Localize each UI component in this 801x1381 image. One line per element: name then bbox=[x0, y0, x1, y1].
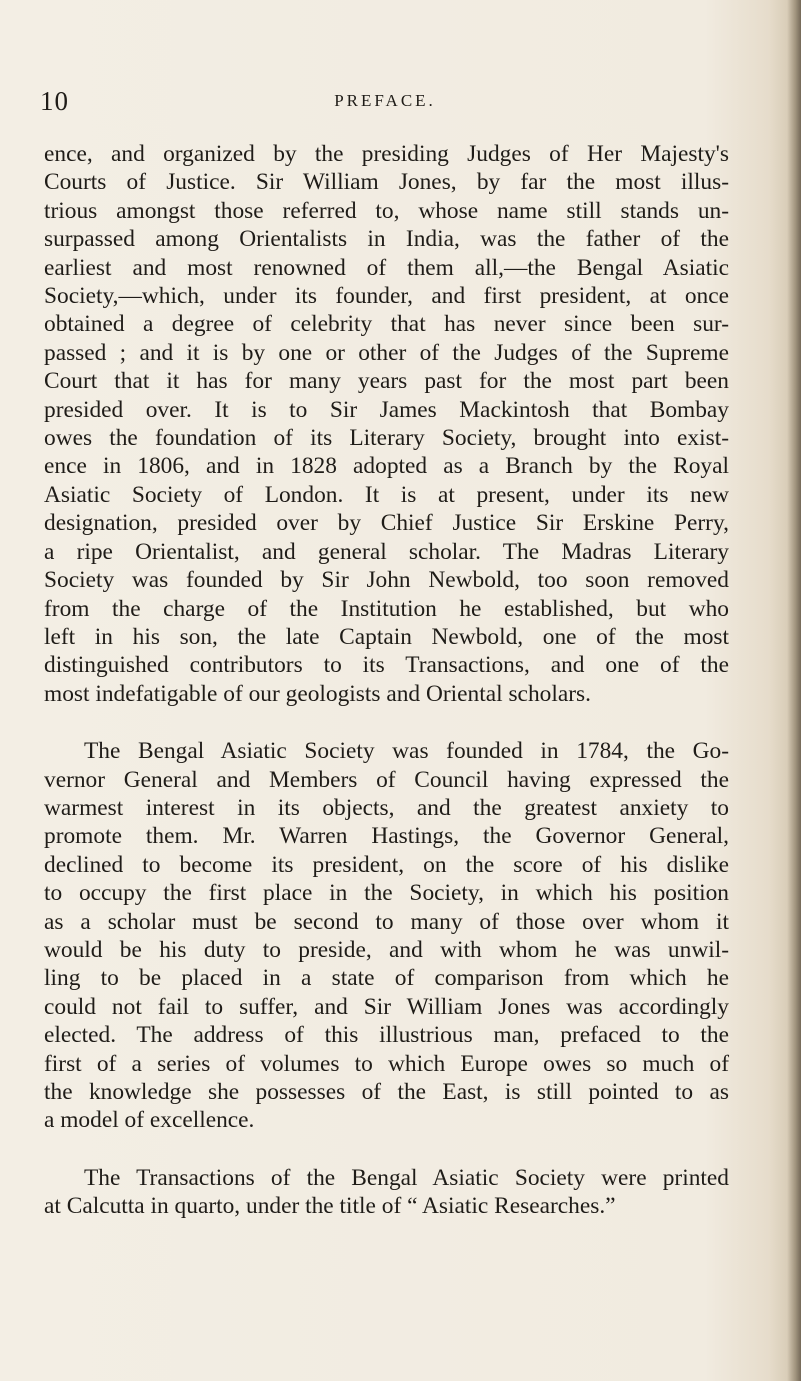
text-line: first of a series of volumes to which Europe owes so much of bbox=[44, 1050, 729, 1077]
text-line: the knowledge she possesses of the East, is still pointed to as bbox=[44, 1079, 729, 1105]
text-line: promote them. Mr. Warren Hastings, the Governor General, bbox=[44, 823, 729, 850]
text-line: a ripe Orientalist, and general scholar. The Madras Literary bbox=[44, 538, 729, 565]
text-line: Society was founded by Sir John Newbold, too soon removed bbox=[44, 567, 729, 594]
text-line: a model of excellence. bbox=[44, 1107, 255, 1134]
body-text bbox=[44, 140, 729, 1250]
text-line: at Calcutta in quarto, under the title of “ Asiatic Researches.” bbox=[44, 1193, 616, 1220]
text-line: ling to be placed in a state of comparison from which he bbox=[44, 965, 729, 992]
text-line: presided over. It is to Sir James Mackintosh that Bombay bbox=[44, 396, 729, 423]
text-line: ence, and organized by the presiding Judges of Her Majesty's bbox=[44, 141, 729, 167]
text-line: The Transactions of the Bengal Asiatic Society were printed bbox=[84, 1164, 729, 1191]
text-line: Society,—which, under its founder, and first president, at once bbox=[44, 283, 729, 310]
paragraph bbox=[44, 737, 729, 1135]
text-line: obtained a degree of celebrity that has never since been sur- bbox=[44, 311, 729, 338]
text-line: The Bengal Asiatic Society was founded in 1784, the Go- bbox=[84, 738, 729, 765]
text-line: owes the foundation of its Literary Society, brought into exist- bbox=[44, 425, 729, 452]
text-line: passed ; and it is by one or other of the Judges of the Supreme bbox=[44, 339, 729, 366]
text-line: designation, presided over by Chief Justice Sir Erskine Perry, bbox=[44, 510, 729, 537]
text-line: vernor General and Members of Council having expressed the bbox=[44, 766, 729, 793]
text-line: elected. The address of this illustrious man, prefaced to the bbox=[44, 1022, 729, 1049]
text-line: could not fail to suffer, and Sir William Jones was accordingly bbox=[44, 993, 729, 1020]
text-line: declined to become its president, on the score of his dislike bbox=[44, 851, 729, 878]
text-line: distinguished contributors to its Transactions, and one of the bbox=[44, 652, 729, 679]
page-edge-shadow bbox=[787, 0, 801, 1381]
text-line: would be his duty to preside, and with whom he was unwil- bbox=[44, 936, 729, 963]
text-line: earliest and most renowned of them all,—the Bengal Asiatic bbox=[44, 254, 729, 281]
text-line: left in his son, the late Captain Newbold, one of the most bbox=[44, 623, 729, 650]
text-line: warmest interest in its objects, and the greatest anxiety to bbox=[44, 794, 729, 821]
text-line: Courts of Justice. Sir William Jones, by far the most illus- bbox=[44, 169, 729, 196]
text-line: trious amongst those referred to, whose name still stands un- bbox=[44, 197, 729, 224]
text-line: to occupy the first place in the Society, in which his position bbox=[44, 880, 729, 907]
text-line: as a scholar must be second to many of those over whom it bbox=[44, 908, 729, 935]
page-number: 10 bbox=[40, 86, 69, 116]
text-line: surpassed among Orientalists in India, was the father of the bbox=[44, 226, 729, 253]
page-header bbox=[40, 86, 730, 116]
text-line: from the charge of the Institution he established, but who bbox=[44, 595, 729, 622]
paragraph bbox=[44, 140, 729, 708]
text-line: ence in 1806, and in 1828 adopted as a Branch by the Royal bbox=[44, 453, 729, 480]
running-head: PREFACE. bbox=[334, 91, 436, 110]
text-line: most indefatigable of our geologists and Oriental scholars. bbox=[44, 680, 591, 707]
paragraph bbox=[44, 1164, 729, 1221]
text-line: Asiatic Society of London. It is at present, under its new bbox=[44, 481, 729, 508]
text-line: Court that it has for many years past for the most part been bbox=[44, 368, 729, 395]
